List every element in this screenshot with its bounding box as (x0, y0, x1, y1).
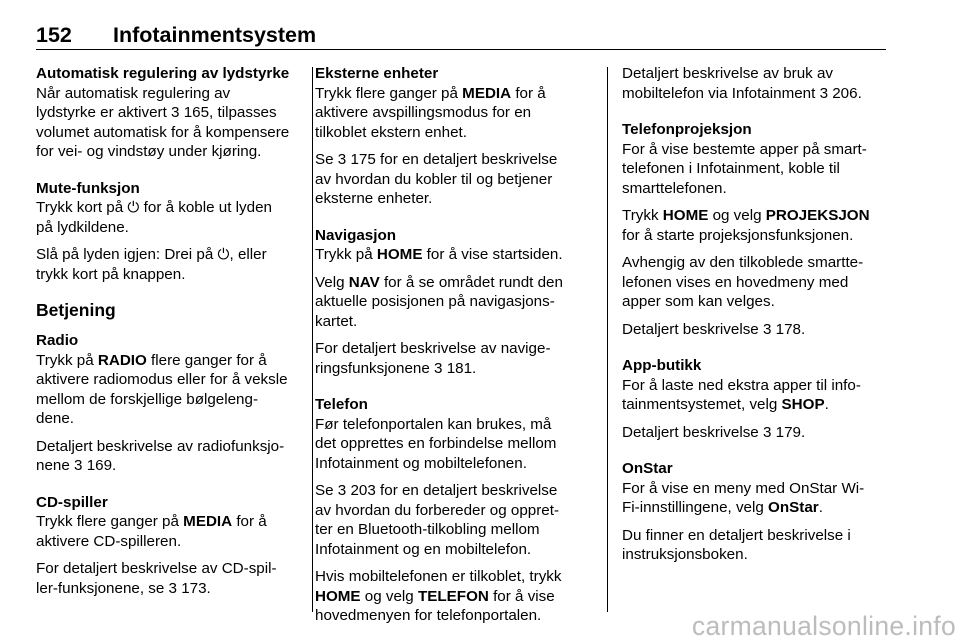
keyword: OnStar (768, 499, 819, 516)
text: Infotainment og en mobiltelefon. (315, 540, 532, 558)
paragraph (315, 245, 601, 265)
paragraph (622, 253, 892, 312)
page-ref-icon: 3 (74, 457, 83, 474)
text: For å vise bestemte apper på smart- (622, 140, 867, 158)
page-ref-icon: 3 (171, 104, 180, 121)
text: av hvordan du kobler til og betjener (315, 170, 553, 188)
text: Detaljert beskrivelse (622, 320, 763, 338)
text: Du finner en detaljert beskrivelse i (622, 526, 851, 544)
text: instruksjonsboken. (622, 546, 748, 563)
page-header (36, 23, 886, 50)
heading-auto-volume: Automatisk regulering av lydstyrke (36, 65, 290, 82)
page-number: 152 (36, 23, 72, 47)
text: Trykk på (36, 351, 98, 369)
text: , eller (229, 246, 267, 263)
paragraph (315, 481, 601, 559)
column-divider (607, 67, 608, 612)
power-icon: ⏻ (217, 246, 230, 263)
text: tilkoblet ekstern enhet. (315, 123, 467, 141)
column-1 (36, 64, 306, 606)
keyword: NAV (348, 273, 380, 291)
page-ref-icon: 3 (168, 579, 177, 597)
heading-mute: Mute-funksjon (36, 179, 140, 197)
paragraph (315, 273, 601, 332)
paragraph (36, 198, 306, 237)
text: aktuelle posisjonen på navigasjons- (315, 293, 555, 310)
text: Se (315, 151, 338, 168)
paragraph (315, 150, 601, 209)
text: 179. (771, 423, 806, 441)
paragraph (36, 351, 306, 429)
paragraph (622, 206, 892, 245)
text: kartet. (315, 312, 358, 330)
page-ref-icon: 3 (337, 151, 347, 168)
text: aktivere CD-spilleren. (36, 532, 182, 550)
text: for å (232, 513, 267, 530)
text: mellom de forskjellige bølgeleng- (36, 390, 259, 408)
text: Fi-innstillingene, velg (622, 499, 769, 516)
page-ref-icon: 3 (434, 359, 443, 377)
heading-radio: Radio (36, 332, 79, 349)
text: Før telefonportalen kan brukes, må (315, 415, 552, 433)
text: aktivere radiomodus eller for å veksle (36, 371, 288, 388)
column-3 (622, 64, 892, 573)
text: for å koble ut lyden (139, 199, 272, 216)
paragraph (622, 64, 892, 103)
text: aktivere avspillingsmodus for en (315, 104, 532, 121)
column-2 (315, 64, 601, 634)
power-icon: ⏻ (127, 199, 140, 216)
text: for å se området rundt den (379, 273, 563, 291)
text: ringsfunksjonene (315, 359, 435, 377)
heading-app-store: App-butikk (622, 357, 702, 374)
paragraph (315, 415, 601, 474)
column-divider (312, 67, 313, 612)
text: for å (511, 84, 546, 102)
paragraph (36, 245, 306, 284)
watermark: carmanualsonline.info (691, 611, 956, 641)
heading-projection: Telefonprojeksjon (622, 121, 752, 138)
heading-telephone: Telefon (315, 396, 368, 413)
text: tainmentsystemet, velg (622, 396, 782, 413)
paragraph (315, 567, 601, 626)
text: Infotainment og mobiltelefonen. (315, 454, 527, 472)
text: 181. (442, 359, 477, 377)
text: for å starte projeksjonsfunksjonen. (622, 226, 854, 244)
text: trykk kort på knappen. (36, 265, 186, 283)
page-ref-icon: 3 (819, 84, 829, 102)
text: For å laste ned ekstra apper til info- (622, 376, 861, 394)
text: av hvordan du forbereder og oppret- (315, 501, 560, 519)
text: Trykk på (315, 246, 377, 263)
text: Detaljert beskrivelse (622, 423, 763, 441)
text: Slå på lyden igjen: Drei på (36, 246, 218, 263)
paragraph (622, 140, 892, 199)
paragraph (622, 479, 892, 518)
text: for vei- og vindstøy under kjøring. (36, 143, 262, 160)
keyword: RADIO (97, 351, 147, 369)
text: hovedmenyen for telefonportalen. (315, 607, 542, 624)
paragraph (622, 423, 892, 443)
text: på lydkildene. (36, 218, 129, 236)
page-ref-icon: 3 (337, 482, 347, 499)
text: lefonen vises en hovedmeny med (622, 273, 849, 291)
text: 169. (82, 457, 117, 474)
text: og velg (708, 207, 766, 224)
text: eksterne enheter. (315, 190, 433, 207)
heading-navigation: Navigasjon (315, 226, 397, 244)
text: mobiltelefon via Infotainment (622, 84, 820, 102)
page-ref-icon: 3 (762, 320, 772, 338)
heading-onstar: OnStar (622, 460, 673, 477)
text: Når automatisk regulering av (36, 84, 231, 102)
paragraph (36, 437, 306, 476)
page-title: Infotainmentsystem (113, 23, 317, 47)
page-ref-icon: 3 (762, 423, 772, 441)
text: volumet automatisk for å kompensere (36, 123, 290, 141)
text: 173. (177, 579, 211, 597)
text: flere ganger for å (146, 351, 267, 369)
text: 165, tilpasses (179, 104, 277, 121)
keyword: HOME (662, 207, 709, 224)
paragraph (36, 559, 306, 598)
text: nene (36, 457, 75, 474)
text: for å vise (488, 587, 555, 605)
text: apper som kan velges. (622, 293, 775, 310)
text: . (818, 499, 823, 516)
text: ter en Bluetooth-tilkobling mellom (315, 521, 540, 538)
keyword: TELEFON (417, 587, 489, 605)
text: 178. (771, 320, 806, 338)
text: For detaljert beskrivelse av CD-spil- (36, 560, 277, 577)
text: For detaljert beskrivelse av navige- (315, 340, 551, 357)
text: Se (315, 482, 338, 499)
text: . (824, 396, 829, 413)
text: Trykk flere ganger på (315, 84, 463, 102)
keyword: MEDIA (183, 513, 233, 530)
text: Trykk flere ganger på (36, 513, 184, 530)
paragraph (622, 376, 892, 415)
keyword: MEDIA (462, 84, 512, 102)
section-heading: Betjening (36, 300, 116, 320)
text: Detaljert beskrivelse av bruk av (622, 65, 834, 82)
text: For å vise en meny med OnStar Wi- (622, 479, 865, 497)
paragraph (36, 512, 306, 551)
text: Hvis mobiltelefonen er tilkoblet, trykk (315, 568, 562, 585)
keyword: HOME (315, 587, 361, 605)
paragraph (622, 526, 892, 565)
keyword: SHOP (781, 396, 825, 413)
text: Detaljert beskrivelse av radiofunksjo- (36, 437, 285, 455)
paragraph (622, 320, 892, 340)
text: ler-funksjonene, se (36, 579, 169, 597)
text: det opprettes en forbindelse mellom (315, 435, 557, 452)
heading-external: Eksterne enheter (315, 65, 439, 82)
text: Velg (315, 273, 349, 291)
paragraph (315, 84, 601, 143)
text: 175 for en detaljert beskrivelse (346, 151, 558, 168)
text: dene. (36, 410, 75, 427)
keyword: PROJEKSJON (765, 207, 870, 224)
text: telefonen i Infotainment, koble til (622, 160, 840, 177)
text: Trykk (622, 207, 663, 224)
keyword: HOME (376, 246, 423, 263)
text: smarttelefonen. (622, 179, 727, 197)
text: Avhengig av den tilkoblede smartte- (622, 254, 864, 271)
paragraph (315, 339, 601, 378)
text: 206. (828, 84, 862, 102)
text: Trykk kort på (36, 199, 128, 216)
text: for å vise startsiden. (422, 246, 563, 263)
heading-cd: CD-spiller (36, 493, 108, 511)
text: 203 for en detaljert beskrivelse (346, 482, 558, 499)
text: og velg (360, 587, 418, 605)
text: lydstyrke er aktivert (36, 104, 172, 121)
paragraph (36, 84, 306, 162)
